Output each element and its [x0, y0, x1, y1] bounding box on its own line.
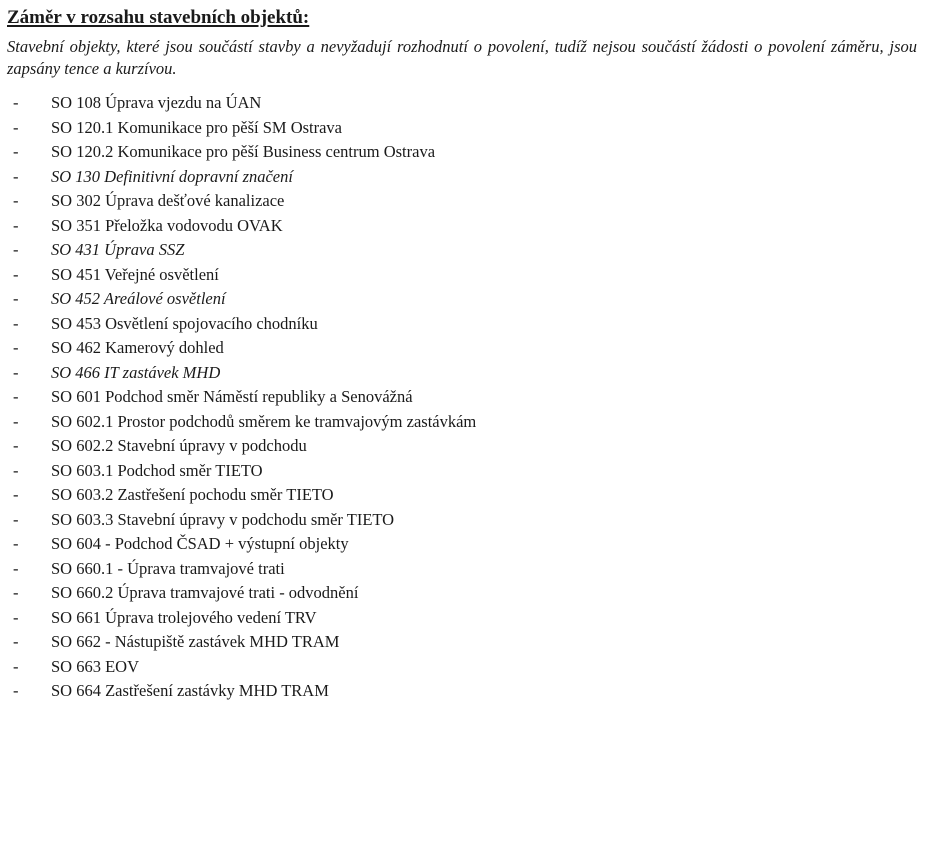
- list-item: [0, 361, 929, 386]
- list-item: [0, 410, 929, 435]
- list-bullet: -: [13, 436, 19, 455]
- list-item-label: SO 660.1 - Úprava tramvajové trati: [51, 558, 285, 578]
- list-item: [0, 312, 929, 337]
- list-item-label: SO 431 Úprava SSZ: [51, 240, 185, 259]
- list-bullet: -: [13, 240, 19, 259]
- list-item-label: SO 602.2 Stavební úpravy v podchodu: [51, 436, 307, 455]
- list-bullet: -: [13, 656, 19, 676]
- list-item-label: SO 601 Podchod směr Náměstí republiky a Senovážná: [51, 387, 413, 406]
- list-bullet: -: [13, 632, 19, 651]
- list-item: [0, 679, 929, 704]
- list-item: [0, 606, 929, 631]
- list-bullet: -: [13, 215, 19, 235]
- list-item-label: SO 661 Úprava trolejového vedení TRV: [51, 607, 317, 627]
- list-bullet: -: [13, 289, 19, 308]
- list-item: [0, 459, 929, 484]
- list-bullet: -: [13, 460, 19, 480]
- list-item-label: SO 603.3 Stavební úpravy v podchodu směr TIETO: [51, 509, 395, 529]
- list-item-label: SO 603.1 Podchod směr TIETO: [51, 460, 263, 480]
- list-item: [0, 336, 929, 361]
- list-bullet: -: [13, 264, 19, 284]
- list-item-label: SO 664 Zastřešení zastávky MHD TRAM: [51, 681, 329, 700]
- list-item: [0, 165, 929, 190]
- list-item: [0, 385, 929, 410]
- list-item-label: SO 662 - Nástupiště zastávek MHD TRAM: [51, 632, 340, 651]
- list-item-label: SO 602.1 Prostor podchodů směrem ke tramvajovým zastávkám: [51, 411, 477, 431]
- list-item: [0, 287, 929, 312]
- list-item: [0, 581, 929, 606]
- list-item: [0, 116, 929, 141]
- list-bullet: -: [13, 534, 19, 553]
- list-item-label: SO 351 Přeložka vodovodu OVAK: [51, 215, 283, 235]
- list-item-label: SO 120.2 Komunikace pro pěší Business centrum Ostrava: [51, 142, 436, 161]
- list-item-label: SO 302 Úprava dešťové kanalizace: [51, 191, 285, 210]
- list-item: [0, 434, 929, 459]
- list-item-label: SO 466 IT zastávek MHD: [51, 362, 221, 382]
- list-bullet: -: [13, 607, 19, 627]
- list-bullet: -: [13, 681, 19, 700]
- building-objects-list: [0, 91, 929, 704]
- list-item-label: SO 462 Kamerový dohled: [51, 338, 224, 357]
- list-item: [0, 655, 929, 680]
- list-item: [0, 140, 929, 165]
- list-item-label: SO 453 Osvětlení spojovacího chodníku: [51, 313, 318, 333]
- list-item: [0, 263, 929, 288]
- list-bullet: -: [13, 411, 19, 431]
- list-bullet: -: [13, 509, 19, 529]
- list-item: [0, 630, 929, 655]
- list-item: [0, 557, 929, 582]
- list-item: [0, 214, 929, 239]
- list-bullet: -: [13, 313, 19, 333]
- list-bullet: -: [13, 387, 19, 406]
- list-item-label: SO 451 Veřejné osvětlení: [51, 264, 219, 284]
- list-item-label: SO 120.1 Komunikace pro pěší SM Ostrava: [51, 117, 343, 137]
- list-bullet: -: [13, 362, 19, 382]
- list-bullet: -: [13, 117, 19, 137]
- list-item: [0, 508, 929, 533]
- list-item-label: SO 604 - Podchod ČSAD + výstupní objekty: [51, 534, 349, 553]
- list-bullet: -: [13, 338, 19, 357]
- list-item: [0, 238, 929, 263]
- list-item: [0, 483, 929, 508]
- list-bullet: -: [13, 485, 19, 504]
- intro-paragraph: Stavební objekty, které jsou součástí stavby a nevyžadují rozhodnutí o povolení, tudíž nejsou součástí žádosti o povolení záměru, jsou zapsány tence a kurzívou.: [7, 37, 917, 78]
- list-item-label: SO 108 Úprava vjezdu na ÚAN: [51, 93, 262, 112]
- list-bullet: -: [13, 191, 19, 210]
- list-bullet: -: [13, 142, 19, 161]
- list-bullet: -: [13, 583, 19, 602]
- section-heading: Záměr v rozsahu stavebních objektů:: [7, 7, 310, 28]
- list-item: [0, 91, 929, 116]
- list-item-label: SO 660.2 Úprava tramvajové trati - odvodnění: [51, 583, 359, 602]
- list-item-label: SO 452 Areálové osvětlení: [51, 289, 226, 308]
- list-item-label: SO 603.2 Zastřešení pochodu směr TIETO: [51, 485, 334, 504]
- list-bullet: -: [13, 93, 19, 112]
- list-item-label: SO 663 EOV: [51, 656, 140, 676]
- list-bullet: -: [13, 166, 19, 186]
- list-item-label: SO 130 Definitivní dopravní značení: [51, 166, 293, 186]
- list-item: [0, 532, 929, 557]
- list-item: [0, 189, 929, 214]
- list-bullet: -: [13, 558, 19, 578]
